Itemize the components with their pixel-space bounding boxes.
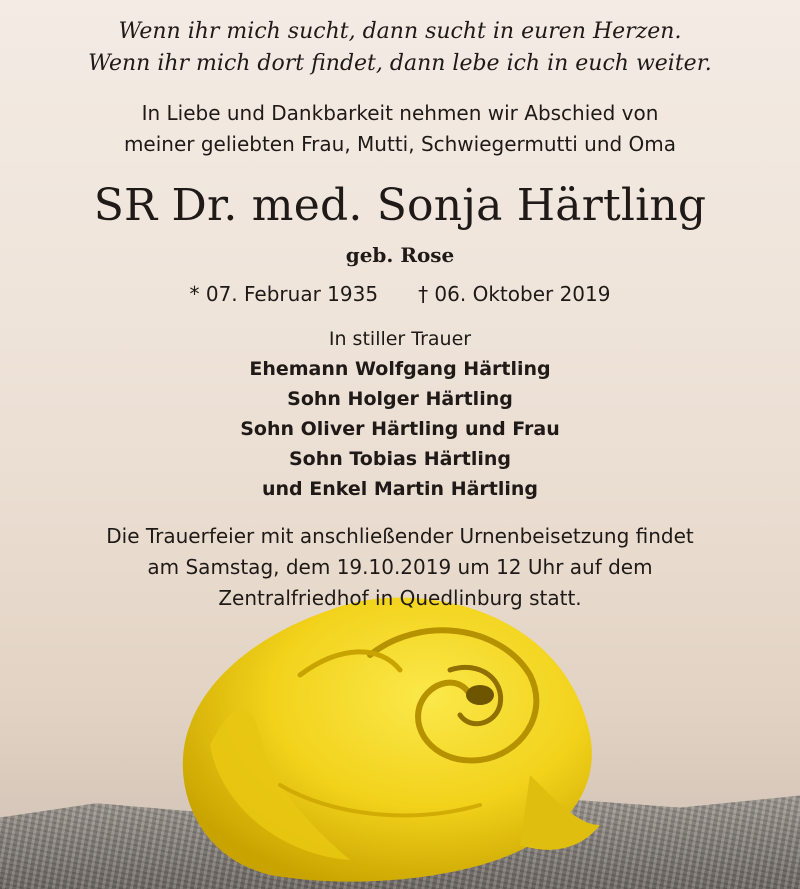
ceremony-line: Die Trauerfeier mit anschließender Urnenbeisetzung findet: [106, 524, 694, 548]
mourner-name: und Enkel Martin Härtling: [261, 478, 539, 500]
motto-line: Wenn ihr mich sucht, dann sucht in euren Herzen.: [118, 19, 682, 44]
death-date: † 06. Oktober 2019: [418, 282, 611, 306]
ceremony-line: am Samstag, dem 19.10.2019 um 12 Uhr auf dem: [147, 555, 653, 579]
motto-line: Wenn ihr mich dort findet, dann lebe ich in euch weiter.: [88, 51, 712, 76]
mourner-name: Ehemann Wolfgang Härtling: [249, 358, 551, 380]
birth-date: * 07. Februar 1935: [189, 282, 379, 306]
farewell-intro: [0, 98, 800, 160]
intro-line: In Liebe und Dankbarkeit nehmen wir Abschied von: [141, 101, 659, 125]
mourner-name: Sohn Oliver Härtling und Frau: [240, 418, 560, 440]
mourner-name: Sohn Tobias Härtling: [288, 448, 512, 470]
mourning-intro: In stiller Trauer: [328, 328, 472, 350]
intro-line: meiner geliebten Frau, Mutti, Schwiegermutti und Oma: [123, 132, 677, 156]
mourner-name: Sohn Holger Härtling: [287, 388, 513, 410]
ceremony-info: [0, 521, 800, 614]
deceased-name: SR Dr. med. Sonja Härtling: [93, 180, 707, 231]
ceremony-line: Zentralfriedhof in Quedlinburg statt.: [218, 586, 582, 610]
life-dates: [0, 279, 800, 309]
motto: [0, 16, 800, 80]
birth-name: geb. Rose: [345, 243, 455, 267]
